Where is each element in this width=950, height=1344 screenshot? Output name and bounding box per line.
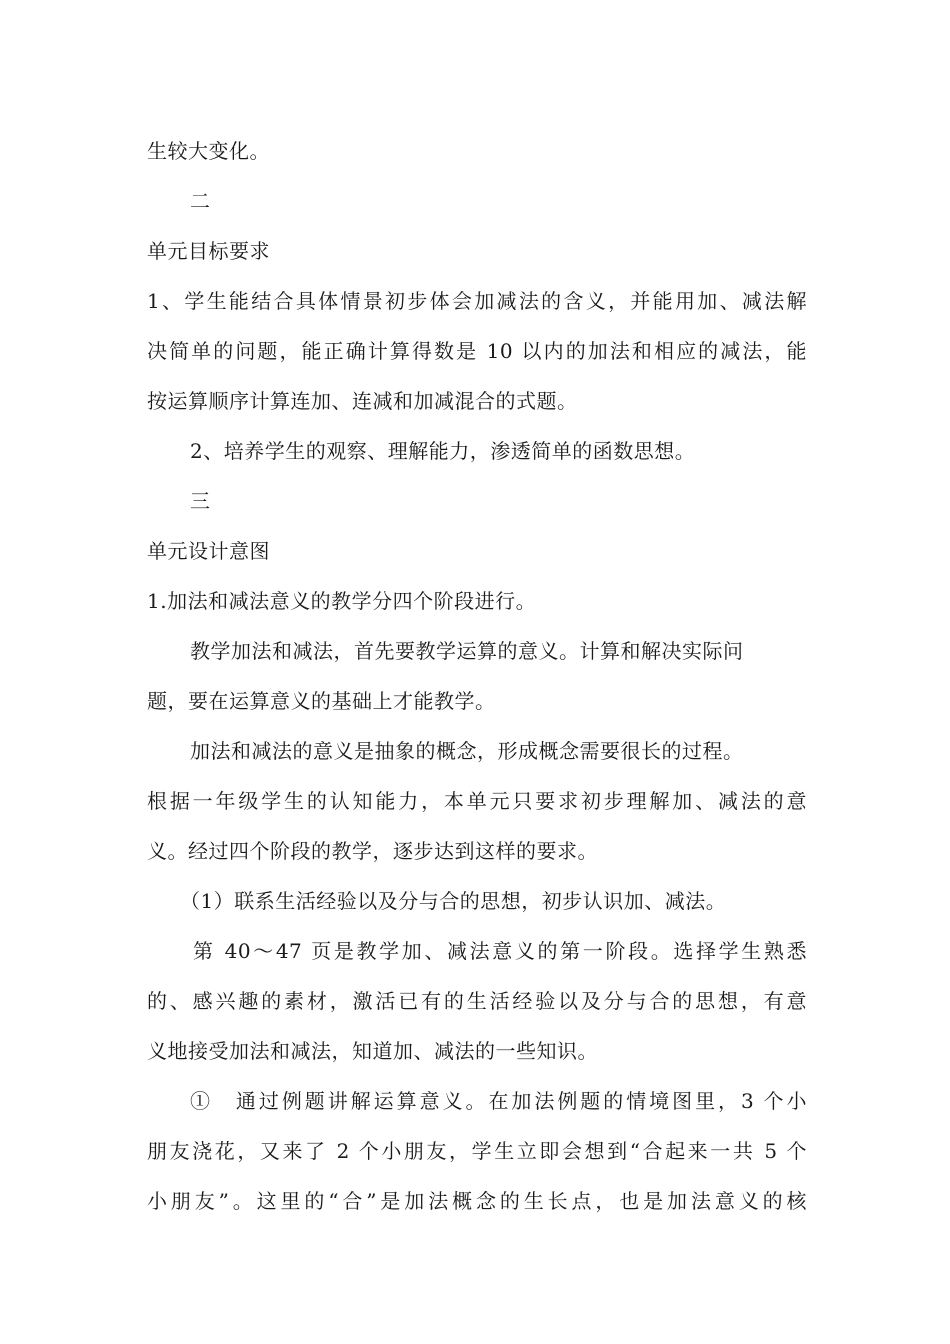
text-line: 加法和减法的意义是抽象的概念，形成概念需要很长的过程。 — [190, 739, 744, 763]
text-line: 朋友浇花，又来了 2 个小朋友，学生立即会想到“合起来一共 5 个 — [147, 1139, 807, 1163]
text-line: 第 40～47 页是教学加、减法意义的第一阶段。选择学生熟悉 — [193, 939, 807, 963]
text-line: 决简单的问题，能正确计算得数是 10 以内的加法和相应的减法，能 — [147, 339, 807, 363]
section-number: 三 — [190, 489, 211, 513]
text-line: 的、感兴趣的素材，激活已有的生活经验以及分与合的思想，有意 — [147, 989, 807, 1013]
text-line: 题，要在运算意义的基础上才能教学。 — [147, 689, 496, 713]
text-line: 义地接受加法和减法，知道加、减法的一些知识。 — [147, 1039, 598, 1063]
text-line: 1、学生能结合具体情景初步体会加减法的含义，并能用加、减法解 — [147, 289, 807, 313]
section-heading: 单元目标要求 — [147, 239, 270, 263]
text-line: 1.加法和减法意义的教学分四个阶段进行。 — [147, 589, 537, 613]
text-line: 生较大变化。 — [147, 139, 270, 163]
text-line: 小朋友”。这里的“合”是加法概念的生长点，也是加法意义的核 — [147, 1189, 807, 1213]
text-line: （1）联系生活经验以及分与合的思想，初步认识加、减法。 — [180, 889, 727, 913]
text-line: 义。经过四个阶段的教学，逐步达到这样的要求。 — [147, 839, 598, 863]
section-heading: 单元设计意图 — [147, 539, 270, 563]
text-line: ① 通过例题讲解运算意义。在加法例题的情境图里，3 个小 — [190, 1089, 807, 1113]
text-line: 2、培养学生的观察、理解能力，渗透简单的函数思想。 — [190, 439, 696, 463]
text-line: 根据一年级学生的认知能力，本单元只要求初步理解加、减法的意 — [147, 789, 807, 813]
text-line: 教学加法和减法，首先要教学运算的意义。计算和解决实际问 — [190, 639, 744, 663]
text-line: 按运算顺序计算连加、连减和加减混合的式题。 — [147, 389, 578, 413]
section-number: 二 — [190, 189, 211, 213]
